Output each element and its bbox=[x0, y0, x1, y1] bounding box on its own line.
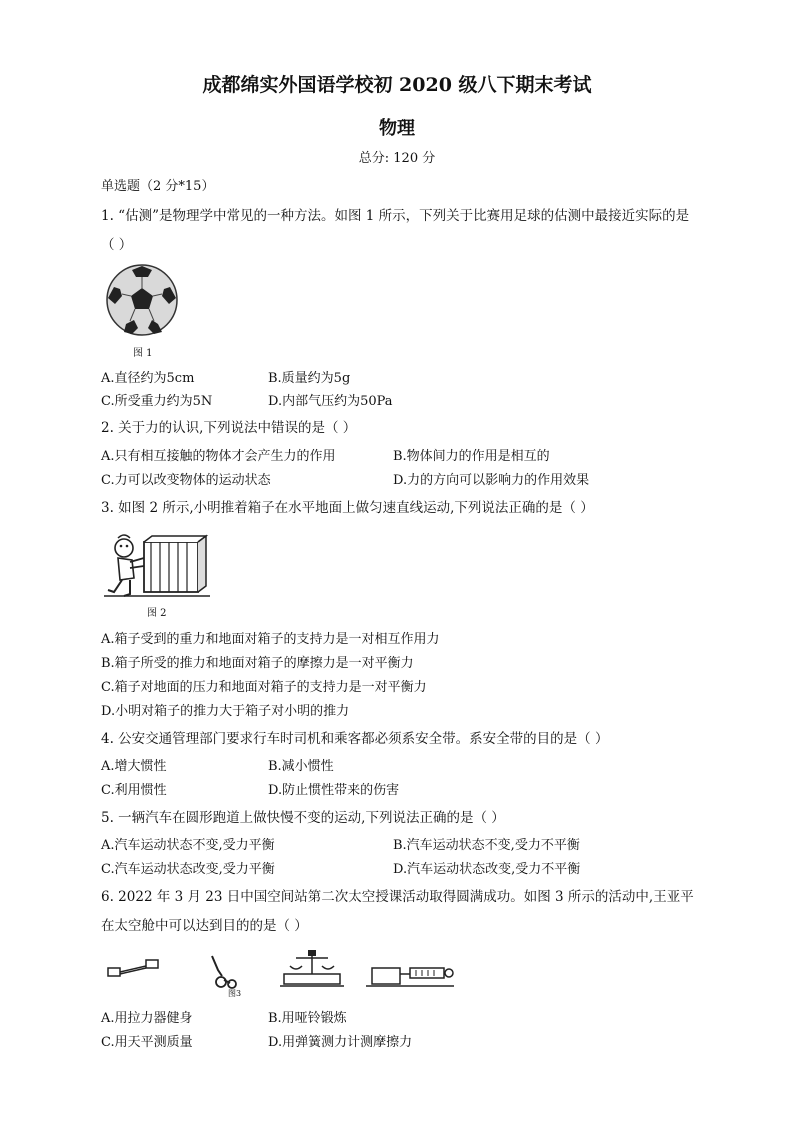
q1-option-a: A.直径约为5cm bbox=[101, 371, 195, 386]
q2-stem: 2. 关于力的认识,下列说法中错误的是（ ） bbox=[101, 420, 357, 436]
pushing-box-icon bbox=[104, 530, 210, 600]
section-heading: 单选题（2 分*15） bbox=[101, 179, 215, 194]
q1-option-d: D.内部气压约为50Pa bbox=[268, 394, 393, 409]
exam-title: 成都绵实外国语学校初 2020 级八下期末考试 bbox=[202, 74, 592, 96]
q3-stem: 3. 如图 2 所示,小明推着箱子在水平地面上做匀速直线运动,下列说法正确的是（ ） bbox=[101, 500, 594, 516]
q6-option-a: A.用拉力器健身 bbox=[101, 1011, 193, 1026]
q6-option-c: C.用天平测质量 bbox=[101, 1035, 193, 1050]
q4-option-c: C.利用惯性 bbox=[101, 783, 167, 798]
subject-title: 物理 bbox=[379, 118, 415, 139]
q1-option-c: C.所受重力约为5N bbox=[101, 394, 213, 409]
dumbbell-icon bbox=[212, 956, 236, 988]
q4-stem: 4. 公安交通管理部门要求行车时司机和乘客都必须系安全带。系安全带的目的是（ ） bbox=[101, 731, 609, 747]
q5-option-c: C.汽车运动状态改变,受力平衡 bbox=[101, 862, 275, 877]
figure-3-caption: 图3 bbox=[228, 989, 242, 998]
q2-option-d: D.力的方向可以影响力的作用效果 bbox=[393, 473, 590, 488]
q1-option-b: B.质量约为5g bbox=[268, 371, 351, 386]
balance-scale-icon bbox=[280, 950, 344, 986]
q3-option-d: D.小明对箱子的推力大于箱子对小明的推力 bbox=[101, 704, 350, 719]
q4-option-a: A.增大惯性 bbox=[101, 759, 167, 774]
q4-option-b: B.减小惯性 bbox=[268, 759, 334, 774]
q3-option-c: C.箱子对地面的压力和地面对箱子的支持力是一对平衡力 bbox=[101, 680, 427, 695]
q5-option-b: B.汽车运动状态不变,受力不平衡 bbox=[393, 838, 580, 853]
q6-option-b: B.用哑铃锻炼 bbox=[268, 1011, 347, 1026]
q3-option-a: A.箱子受到的重力和地面对箱子的支持力是一对相互作用力 bbox=[101, 632, 440, 647]
q1-paren: （ ） bbox=[101, 237, 133, 253]
q2-option-c: C.力可以改变物体的运动状态 bbox=[101, 473, 271, 488]
chest-expander-icon bbox=[108, 960, 158, 976]
q6-stem-line-1: 6. 2022 年 3 月 23 日中国空间站第二次太空授课活动取得圆满成功。如图 3 所示的活动中,王亚平 bbox=[101, 889, 694, 905]
q6-stem-line-2: 在太空舱中可以达到目的的是（ ） bbox=[101, 918, 308, 934]
q3-option-b: B.箱子所受的推力和地面对箱子的摩擦力是一对平衡力 bbox=[101, 656, 414, 671]
q5-option-d: D.汽车运动状态改变,受力不平衡 bbox=[393, 862, 581, 877]
spring-scale-icon bbox=[366, 968, 454, 986]
figure-3-activities bbox=[104, 946, 460, 998]
total-score: 总分: 120 分 bbox=[358, 151, 436, 166]
q2-option-a: A.只有相互接触的物体才会产生力的作用 bbox=[101, 449, 336, 464]
q6-option-d: D.用弹簧测力计测摩擦力 bbox=[268, 1035, 413, 1050]
q5-option-a: A.汽车运动状态不变,受力平衡 bbox=[101, 838, 275, 853]
q1-stem: 1. “估测”是物理学中常见的一种方法。如图 1 所示，下列关于比赛用足球的估测中最接近实际的是 bbox=[101, 208, 690, 224]
figure-1-caption: 图 1 bbox=[133, 348, 153, 359]
q5-stem: 5. 一辆汽车在圆形跑道上做快慢不变的运动,下列说法正确的是（ ） bbox=[101, 810, 505, 826]
football-icon bbox=[104, 262, 180, 340]
figure-2-caption: 图 2 bbox=[147, 608, 167, 619]
q2-option-b: B.物体间力的作用是相互的 bbox=[393, 449, 550, 464]
q4-option-d: D.防止惯性带来的伤害 bbox=[268, 783, 400, 798]
